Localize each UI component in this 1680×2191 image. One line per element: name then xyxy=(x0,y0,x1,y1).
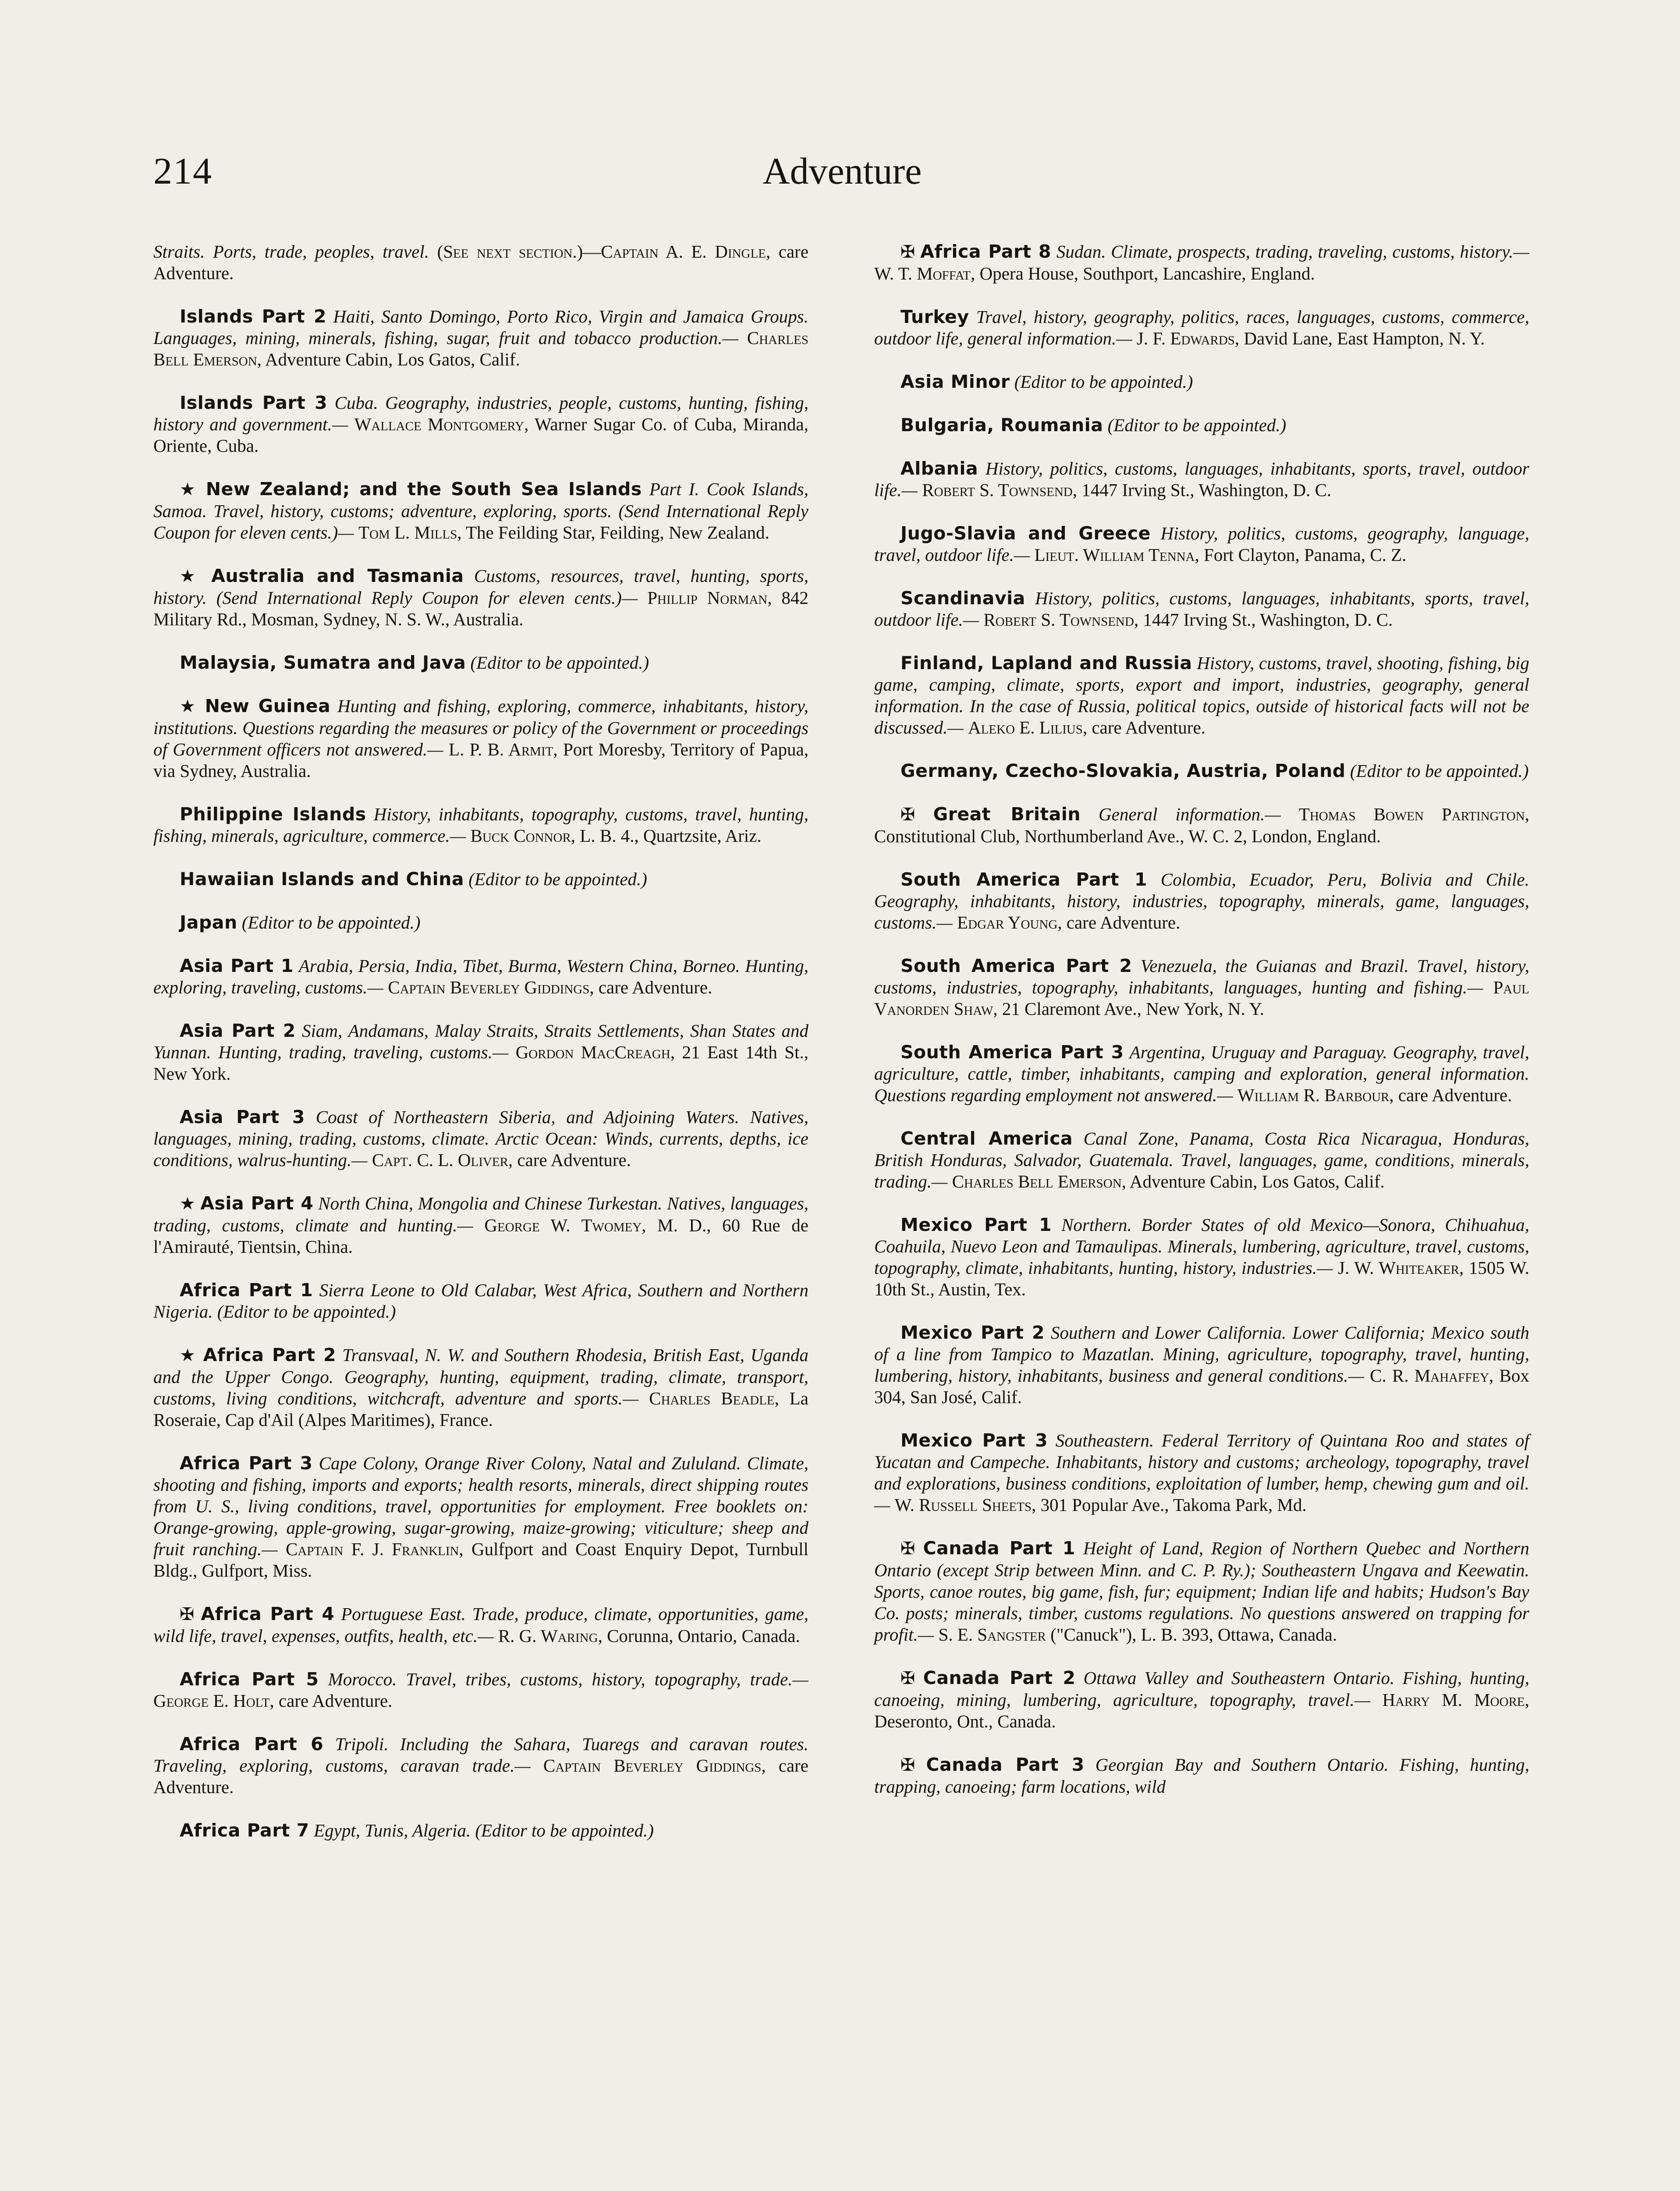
entry-address: care Adventure. xyxy=(153,1755,808,1797)
directory-entry xyxy=(153,652,808,674)
entry-contact: Buck Connor, xyxy=(470,826,576,846)
entry-contact: Lieut. William Tenna, xyxy=(1034,545,1199,565)
entry-address: ("Canuck"), L. B. 393, Ottawa, Canada. xyxy=(1050,1624,1337,1645)
entry-contact: Charles Beadle, xyxy=(649,1388,779,1408)
entry-description: (Editor to be appointed.) xyxy=(1350,761,1529,781)
entry-heading: Mexico Part 2 xyxy=(900,1322,1045,1343)
directory-entry xyxy=(874,241,1529,284)
entry-heading: Turkey xyxy=(900,306,969,327)
entry-heading: Australia and Tasmania xyxy=(211,565,464,586)
cross-icon: ✠ xyxy=(900,242,915,262)
directory-entry xyxy=(153,1453,808,1581)
directory-entry xyxy=(153,869,808,890)
entry-heading: Bulgaria, Roumania xyxy=(900,415,1103,436)
entry-description: (Editor to be appointed.) xyxy=(468,869,647,889)
entry-address: Gulfport and Coast Enquiry Depot, Turnbull Bldg., Gulfport, Miss. xyxy=(153,1539,809,1581)
directory-entry xyxy=(874,523,1529,566)
entry-heading: Albania xyxy=(900,458,978,479)
directory-entry xyxy=(874,458,1529,501)
entry-heading: Jugo-Slavia and Greece xyxy=(900,523,1151,544)
cross-icon: ✠ xyxy=(900,1668,915,1688)
directory-entry xyxy=(874,1322,1529,1408)
entry-description: History, customs, travel, shooting, fishing, big game, camping, climate, sports, export and import, industries, geography, general information. In the case of Russia, political topics, outside of historical facts will not be discussed.— xyxy=(874,653,1529,737)
entry-description: General information.— xyxy=(1099,804,1281,824)
magazine-title: Adventure xyxy=(762,150,922,192)
star-icon: ★ xyxy=(180,696,198,716)
directory-entry xyxy=(874,652,1529,738)
entry-address: La Roseraie, Cap d'Ail (Alpes Maritimes), France. xyxy=(153,1388,809,1430)
entry-heading: Asia Minor xyxy=(900,371,1010,392)
cross-icon: ✠ xyxy=(900,805,915,825)
entry-address: Deseronto, Ont., Canada. xyxy=(874,1711,1056,1731)
entry-contact: Charles Bell Emerson, xyxy=(153,328,808,369)
entry-description: Customs, resources, travel, hunting, sports, history. (Send International Reply Coupon for eleven cents.)— xyxy=(153,566,809,608)
entry-address: 60 Rue de l'Amirauté, Tientsin, China. xyxy=(153,1215,808,1257)
entry-address: care Adventure. xyxy=(1092,717,1206,737)
directory-entry xyxy=(153,1020,808,1085)
entry-contact: Edgar Young, xyxy=(957,912,1062,932)
entry-description: Part I. Cook Islands, Samoa. Travel, history, customs; adventure, exploring, sports. (Send International Reply Coupon for eleven cents.)— xyxy=(153,479,809,542)
entry-address: Adventure Cabin, Los Gatos, Calif. xyxy=(1129,1171,1385,1191)
entry-address: 1447 Irving St., Washington, D. C. xyxy=(1143,610,1393,630)
entry-description: Egypt, Tunis, Algeria. (Editor to be appointed.) xyxy=(314,1820,654,1840)
entry-heading: Asia Part 4 xyxy=(200,1193,314,1214)
entry-address: L. B. 4., Quartzsite, Ariz. xyxy=(580,826,762,846)
entry-description: Hunting and fishing, exploring, commerce, inhabitants, history, institutions. Questions regarding the measures or policy of the Government or proceedings of Government officers not answered.— xyxy=(153,696,808,759)
entry-heading: Central America xyxy=(900,1128,1073,1149)
directory-entry xyxy=(874,371,1529,393)
entry-contact: George E. Holt, xyxy=(153,1691,274,1711)
entry-heading: Africa Part 6 xyxy=(180,1734,324,1755)
directory-entry xyxy=(153,1603,808,1647)
directory-entry xyxy=(153,1669,808,1712)
entry-description: Portuguese East. Trade, produce, climate, opportunities, game, wild life, travel, expenses, outfits, health, etc.— xyxy=(153,1604,809,1646)
entry-contact: R. G. Waring, xyxy=(498,1626,603,1646)
directory-entry xyxy=(874,1214,1529,1300)
entry-heading: Africa Part 8 xyxy=(920,241,1052,262)
directory-entry xyxy=(874,588,1529,631)
entry-address: 842 Military Rd., Mosman, Sydney, N. S. W., Australia. xyxy=(153,588,809,629)
entry-heading: Asia Part 2 xyxy=(180,1020,296,1041)
directory-entry xyxy=(153,1106,808,1171)
cross-icon: ✠ xyxy=(900,1755,915,1775)
entry-heading: South America Part 1 xyxy=(900,869,1148,890)
page-number: 214 xyxy=(153,150,213,192)
entry-description: History, politics, customs, geography, language, travel, outdoor life.— xyxy=(874,523,1530,565)
entry-address: Adventure Cabin, Los Gatos, Calif. xyxy=(265,349,520,369)
entry-contact: L. P. B. Armit, xyxy=(449,739,558,759)
entry-address: David Lane, East Hampton, N. Y. xyxy=(1244,328,1485,348)
entry-description: Sudan. Climate, prospects, trading, traveling, customs, history.— xyxy=(1056,241,1529,262)
entry-contact: Phillip Norman, xyxy=(647,588,772,608)
entry-heading: Japan xyxy=(180,912,237,933)
entry-heading: Finland, Lapland and Russia xyxy=(900,652,1192,674)
entry-description: Sierra Leone to Old Calabar, West Africa, Southern and Northern Nigeria. (Editor to be appointed.) xyxy=(153,1280,808,1322)
entry-heading: Germany, Czecho-Slovakia, Austria, Poland xyxy=(900,760,1346,781)
entry-description: History, politics, customs, languages, inhabitants, sports, travel, outdoor life.— xyxy=(874,458,1530,500)
entry-address: Opera House, Southport, Lancashire, England. xyxy=(979,263,1315,284)
entry-description: Morocco. Travel, tribes, customs, history, topography, trade.— xyxy=(328,1669,809,1689)
entry-description: Colombia, Ecuador, Peru, Bolivia and Chile. Geography, inhabitants, history, industries, topography, minerals, game, languages, customs.— xyxy=(874,869,1530,932)
directory-entry xyxy=(153,241,808,284)
directory-entry xyxy=(153,1280,808,1322)
entry-contact: Gordon MacCreagh, xyxy=(515,1042,675,1062)
entry-contact: Charles Bell Emerson, xyxy=(952,1171,1126,1191)
entry-heading: Canada Part 1 xyxy=(923,1538,1075,1559)
entry-description: (Editor to be appointed.) xyxy=(470,652,649,673)
entry-address: 21 East 14th St., New York. xyxy=(153,1042,808,1084)
entry-address: care Adventure. xyxy=(598,977,712,997)
directory-entry xyxy=(874,869,1529,933)
directory-entry xyxy=(874,1667,1529,1732)
entry-contact: Paul Vanorden Shaw, xyxy=(874,977,1530,1019)
entry-heading: New Zealand; and the South Sea Islands xyxy=(206,479,642,500)
entry-address: care Adventure. xyxy=(1398,1085,1512,1105)
entry-address: 301 Popular Ave., Takoma Park, Md. xyxy=(1040,1495,1307,1515)
entry-address: Corunna, Ontario, Canada. xyxy=(607,1626,800,1646)
entry-heading: New Guinea xyxy=(205,695,331,716)
directory-entry xyxy=(153,392,808,457)
cross-icon: ✠ xyxy=(900,1539,915,1559)
entry-address: care Adventure. xyxy=(153,241,809,283)
entry-heading: Asia Part 3 xyxy=(180,1106,305,1127)
entry-address: Constitutional Club, Northumberland Ave., W. C. 2, London, England. xyxy=(874,826,1381,846)
entry-contact: S. E. Sangster xyxy=(938,1624,1046,1645)
entry-address: 1505 W. 10th St., Austin, Tex. xyxy=(874,1258,1530,1299)
directory-entry xyxy=(874,1042,1529,1106)
entry-heading: Hawaiian Islands and China xyxy=(180,869,464,890)
entry-description: Straits. Ports, trade, peoples, travel. xyxy=(153,241,429,262)
entry-contact: Tom L. Mills, xyxy=(358,522,462,542)
entry-description: Georgian Bay and Southern Ontario. Fishing, hunting, trapping, canoeing; farm locations, wild xyxy=(874,1755,1529,1797)
entry-contact: C. R. Mahaffey, xyxy=(1370,1365,1494,1386)
entry-heading: South America Part 2 xyxy=(900,955,1132,976)
directory-entry xyxy=(153,1734,808,1798)
entry-contact: Wallace Montgomery, xyxy=(354,414,529,434)
entry-heading: Canada Part 3 xyxy=(926,1754,1085,1775)
star-icon: ★ xyxy=(180,566,201,586)
directory-entry xyxy=(153,306,808,370)
cross-icon: ✠ xyxy=(180,1604,195,1624)
entry-contact: Thomas Bowen Partington, xyxy=(1298,804,1530,824)
entry-contact: (See next section.)—Captain A. E. Dingle, xyxy=(437,241,771,262)
entry-description: Argentina, Uruguay and Paraguay. Geography, travel, agriculture, cattle, timber, inhabitants, camping and exploration, general information. Questions regarding employment not answered.— xyxy=(874,1042,1529,1105)
directory-entry xyxy=(874,760,1529,782)
entry-address: 1447 Irving St., Washington, D. C. xyxy=(1081,480,1332,500)
entry-heading: Africa Part 5 xyxy=(180,1669,319,1690)
directory-entry xyxy=(874,1754,1529,1797)
directory-entry xyxy=(153,955,808,998)
star-icon: ★ xyxy=(180,479,198,500)
entry-description: (Editor to be appointed.) xyxy=(1107,415,1287,435)
entry-description: Cape Colony, Orange River Colony, Natal and Zululand. Climate, shooting and fishing, imports and exports; health resorts, minerals, direct shipping routes from U. S., living conditions, travel, opportunities for employment. Free booklets on: Orange-growing, apple-growing, sugar-growing, maize-growing; viticulture; sheep and fruit ranching.— xyxy=(153,1453,808,1559)
entry-contact: Robert S. Townsend, xyxy=(922,480,1077,500)
entry-description: History, politics, customs, languages, inhabitants, sports, travel, outdoor life.— xyxy=(874,588,1529,630)
entry-address: Port Moresby, Territory of Papua, via Sydney, Australia. xyxy=(153,739,809,781)
entry-description: Ottawa Valley and Southeastern Ontario. Fishing, hunting, canoeing, mining, lumbering, agriculture, topography, travel.— xyxy=(874,1668,1530,1710)
entry-contact: W. T. Moffat, xyxy=(874,263,975,284)
entry-description: Height of Land, Region of Northern Quebec and Northern Ontario (except Strip between Minn. and C. P. Ry.); Southeastern Ungava and Keewatin. Sports, canoe routes, big game, fish, fur; equipment; Indian life and habits; Hudson's Bay Co. posts; minerals, timber, customs regulations. No questions answered on trapping for profit.— xyxy=(874,1538,1530,1645)
entry-heading: Mexico Part 3 xyxy=(900,1430,1048,1451)
directory-entry xyxy=(874,415,1529,436)
right-column xyxy=(874,241,1529,1819)
entry-address: Box 304, San José, Calif. xyxy=(874,1365,1529,1407)
directory-entry xyxy=(874,955,1529,1020)
left-column xyxy=(153,241,808,1863)
directory-entry xyxy=(874,1538,1529,1645)
entry-description: Venezuela, the Guianas and Brazil. Travel, history, customs, industries, topography, inhabitants, languages, hunting and fishing.— xyxy=(874,956,1529,997)
entry-heading: Philippine Islands xyxy=(180,804,366,825)
entry-description: Northern. Border States of old Mexico—Sonora, Chihuahua, Coahuila, Nuevo Leon and Tamaulipas. Minerals, lumbering, agriculture, travel, customs, topography, climate, inhabitants, hunting, history, industries.— xyxy=(874,1215,1530,1278)
entry-contact: J. W. Whiteaker, xyxy=(1338,1258,1464,1278)
directory-entry xyxy=(153,1344,808,1431)
page-header xyxy=(153,149,1531,206)
entry-address: care Adventure. xyxy=(278,1691,393,1711)
entry-address: Fort Clayton, Panama, C. Z. xyxy=(1204,545,1407,565)
entry-heading: Africa Part 2 xyxy=(203,1344,337,1365)
entry-heading: Africa Part 7 xyxy=(180,1820,309,1841)
entry-contact: Capt. C. L. Oliver, xyxy=(372,1150,513,1170)
entry-contact: Captain F. J. Franklin, xyxy=(285,1539,464,1559)
entry-heading: Africa Part 3 xyxy=(180,1453,313,1474)
entry-contact: Harry M. Moore, xyxy=(1382,1690,1529,1710)
directory-entry xyxy=(874,804,1529,847)
directory-entry xyxy=(874,306,1529,349)
entry-description: Arabia, Persia, India, Tibet, Burma, Western China, Borneo. Hunting, exploring, traveling, customs.— xyxy=(153,956,808,997)
directory-entry xyxy=(874,1128,1529,1192)
entry-address: care Adventure. xyxy=(517,1150,631,1170)
directory-entry xyxy=(153,1820,808,1841)
entry-description: (Editor to be appointed.) xyxy=(241,912,421,932)
entry-address: care Adventure. xyxy=(1066,912,1180,932)
entry-description: North China, Mongolia and Chinese Turkestan. Natives, languages, trading, customs, climate and hunting.— xyxy=(153,1193,809,1235)
entry-description: Transvaal, N. W. and Southern Rhodesia, British East, Uganda and the Upper Congo. Geography, hunting, equipment, trading, climate, transport, customs, living conditions, witchcraft, adventure and sports.— xyxy=(153,1345,809,1408)
entry-contact: George W. Twomey, M. D., xyxy=(484,1215,711,1235)
entry-description: (Editor to be appointed.) xyxy=(1014,372,1193,392)
entry-heading: Scandinavia xyxy=(900,588,1025,609)
entry-description: History, inhabitants, topography, customs, travel, hunting, fishing, minerals, agriculture, commerce.— xyxy=(153,804,808,846)
entry-contact: Captain Beverley Giddings, xyxy=(388,977,594,997)
entry-heading: Africa Part 1 xyxy=(180,1280,313,1301)
entry-address: Warner Sugar Co. of Cuba, Miranda, Oriente, Cuba. xyxy=(153,414,808,456)
entry-description: Tripoli. Including the Sahara, Tuaregs and caravan routes. Traveling, exploring, customs, caravan trade.— xyxy=(153,1734,809,1776)
directory-entry xyxy=(874,1430,1529,1516)
directory-entry xyxy=(153,912,808,933)
entry-heading: Malaysia, Sumatra and Java xyxy=(180,652,466,673)
star-icon: ★ xyxy=(180,1194,196,1214)
entry-contact: Aleko E. Lilius, xyxy=(968,717,1088,737)
entry-heading: Islands Part 3 xyxy=(180,392,328,413)
directory-entry xyxy=(153,479,808,543)
directory-entry xyxy=(153,1193,808,1258)
entry-address: 21 Claremont Ave., New York, N. Y. xyxy=(1002,999,1265,1019)
directory-entry xyxy=(153,565,808,630)
entry-heading: Islands Part 2 xyxy=(180,306,327,327)
entry-contact: William R. Barbour, xyxy=(1237,1085,1394,1105)
star-icon: ★ xyxy=(180,1345,197,1365)
entry-heading: Canada Part 2 xyxy=(923,1667,1076,1688)
entry-heading: South America Part 3 xyxy=(900,1042,1124,1063)
entry-heading: Great Britain xyxy=(933,804,1081,825)
entry-description: Haiti, Santo Domingo, Porto Rico, Virgin and Jamaica Groups. Languages, mining, minerals, fishing, sugar, fruit and tobacco production.— xyxy=(153,306,808,348)
entry-address: The Feilding Star, Feilding, New Zealand. xyxy=(466,522,769,542)
entry-description: Southern and Lower California. Lower California; Mexico south of a line from Tampico to Mazatlan. Mining, agriculture, topography, travel, hunting, lumbering, history, inhabitants, business and general conditions.— xyxy=(874,1322,1529,1386)
entry-description: Siam, Andamans, Malay Straits, Straits Settlements, Shan States and Yunnan. Hunting, trading, traveling, customs.— xyxy=(153,1021,808,1062)
entry-heading: Africa Part 4 xyxy=(201,1603,335,1624)
entry-contact: Robert S. Townsend, xyxy=(983,610,1139,630)
entry-contact: Captain Beverley Giddings, xyxy=(543,1755,766,1776)
entry-heading: Asia Part 1 xyxy=(180,955,294,976)
entry-description: Cuba. Geography, industries, people, customs, hunting, fishing, history and government.— xyxy=(153,393,809,434)
entry-contact: J. F. Edwards, xyxy=(1137,328,1240,348)
entry-contact: W. Russell Sheets, xyxy=(894,1495,1036,1515)
entry-description: Southeastern. Federal Territory of Quintana Roo and states of Yucatan and Campeche. Inhabitants, history and customs; archeology, topography, travel and explorations, business conditions, exploitation of lumber, hemp, chewing gum and oil.— xyxy=(874,1430,1530,1515)
directory-entry xyxy=(153,695,808,782)
entry-description: Canal Zone, Panama, Costa Rica Nicaragua, Honduras, British Honduras, Salvador, Guatemala. Travel, languages, game, conditions, minerals, trading.— xyxy=(874,1128,1529,1191)
entry-description: Travel, history, geography, politics, races, languages, customs, commerce, outdoor life, general information.— xyxy=(874,307,1530,348)
entry-heading: Mexico Part 1 xyxy=(900,1214,1052,1235)
entry-description: Coast of Northeastern Siberia, and Adjoining Waters. Natives, languages, mining, trading, customs, climate. Arctic Ocean: Winds, currents, depths, ice conditions, walrus-hunting.— xyxy=(153,1107,808,1170)
directory-entry xyxy=(153,804,808,847)
